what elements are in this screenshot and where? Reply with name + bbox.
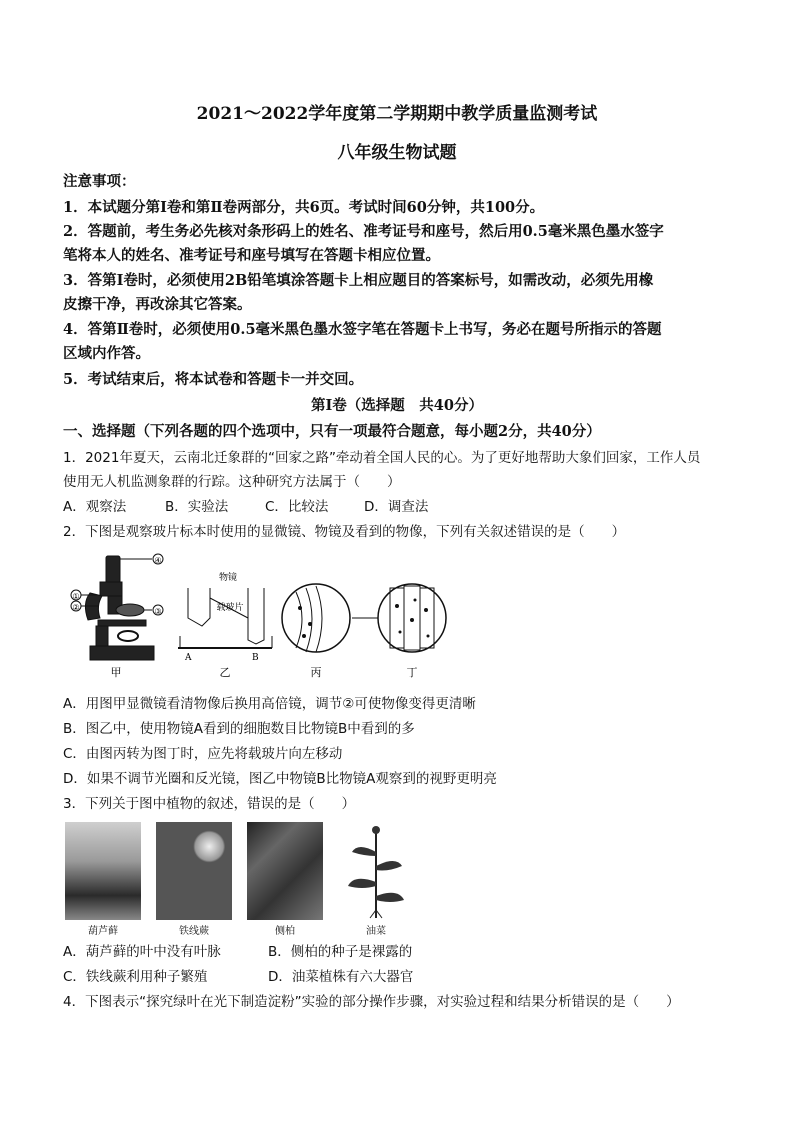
caption-fern: 铁线蕨 xyxy=(179,926,209,937)
notice-line: 区域内作答。 xyxy=(63,345,150,362)
mark-2: ② xyxy=(72,603,80,612)
objective-lenses-illustration xyxy=(178,588,272,648)
notice-line: 皮擦干净，再改涂其它答案。 xyxy=(63,296,252,313)
notice-line: 笔将本人的姓名、准考证号和座号填写在答题卡相应位置。 xyxy=(63,247,440,264)
q2-figure xyxy=(60,548,450,688)
microscope-illustration xyxy=(85,556,154,660)
cells-view-bing xyxy=(282,584,350,652)
notice-line: 5．考试结束后，将本试卷和答题卡一并交回。 xyxy=(63,371,364,388)
rapeseed-illustration xyxy=(338,822,414,920)
q3-option-b: B．侧柏的种子是裸露的 xyxy=(268,944,413,960)
q3-stem: 3．下列关于图中植物的叙述，错误的是（ ） xyxy=(63,796,356,812)
caption-rapeseed: 油菜 xyxy=(366,926,386,937)
caption-cypress: 侧柏 xyxy=(275,926,295,937)
notice-heading: 注意事项： xyxy=(63,173,136,190)
q1-stem: 使用无人机监测象群的行踪。这种研究方法属于（ ） xyxy=(63,474,401,490)
mark-1: ① xyxy=(72,592,80,601)
q1-stem: 1．2021年夏天，云南北迁象群的“回家之路”牵动着全国人民的心。为了更好地帮助大象们回家，工作人员 xyxy=(63,450,701,466)
caption-ding: 丁 xyxy=(406,666,418,679)
mark-4: ④ xyxy=(154,556,162,565)
q2-option-b: B．图乙中，使用物镜A看到的细胞数目比物镜B中看到的多 xyxy=(63,721,415,737)
q4-stem: 4．下图表示“探究绿叶在光下制造淀粉”实验的部分操作步骤，对实验过程和结果分析错误的是（ ） xyxy=(63,994,680,1010)
lens-a-label: A xyxy=(185,653,192,663)
section-title: 第Ⅰ卷（选择题 共40分） xyxy=(311,397,483,414)
q1-option-c: C．比较法 xyxy=(265,499,329,515)
cells-view-ding xyxy=(378,584,446,652)
mark-3: ③ xyxy=(154,607,162,616)
cypress-photo xyxy=(247,822,323,920)
q1-option-a: A．观察法 xyxy=(63,499,127,515)
q1-option-b: B．实验法 xyxy=(165,499,229,515)
notice-line: 2．答题前，考生务必先核对条形码上的姓名、准考证号和座号，然后用0.5毫米黑色墨水签字 xyxy=(63,223,664,240)
exam-subtitle: 八年级生物试题 xyxy=(337,143,457,163)
notice-line: 4．答第Ⅱ卷时，必须使用0.5毫米黑色墨水签字笔在答题卡上书写，务必在题号所指示的答题 xyxy=(63,321,662,338)
q3-option-d: D．油菜植株有六大器官 xyxy=(268,969,414,985)
q3-option-c: C．铁线蕨利用种子繁殖 xyxy=(63,969,208,985)
caption-moss: 葫芦藓 xyxy=(88,926,118,937)
slide-label: 载玻片 xyxy=(216,603,244,613)
q2-stem: 2．下图是观察玻片标本时使用的显微镜、物镜及看到的物像，下列有关叙述错误的是（ ） xyxy=(63,524,626,540)
notice-line: 1．本试题分第Ⅰ卷和第Ⅱ卷两部分，共6页。考试时间60分钟，共100分。 xyxy=(63,199,545,216)
caption-jia: 甲 xyxy=(110,666,122,679)
q2-option-d: D．如果不调节光圈和反光镜，图乙中物镜B比物镜A观察到的视野更明亮 xyxy=(63,771,497,787)
q1-option-d: D．调查法 xyxy=(364,499,429,515)
section-instruction: 一、选择题（下列各题的四个选项中，只有一项最符合题意，每小题2分，共40分） xyxy=(63,423,601,440)
moss-photo xyxy=(65,822,141,920)
q2-option-a: A．用图甲显微镜看清物像后换用高倍镜，调节②可使物像变得更清晰 xyxy=(63,696,476,712)
exam-title: 2021～2022学年度第二学期期中教学质量监测考试 xyxy=(196,104,598,124)
caption-bing: 丙 xyxy=(310,666,322,679)
notice-line: 3．答第Ⅰ卷时，必须使用2B铅笔填涂答题卡上相应题目的答案标号，如需改动，必须先用橡 xyxy=(63,272,654,289)
q3-option-a: A．葫芦藓的叶中没有叶脉 xyxy=(63,944,221,960)
fern-photo xyxy=(156,822,232,920)
caption-yi: 乙 xyxy=(219,666,231,679)
lens-b-label: B xyxy=(252,653,259,663)
q2-option-c: C．由图丙转为图丁时，应先将载玻片向左移动 xyxy=(63,746,343,762)
objective-label: 物镜 xyxy=(218,573,238,583)
